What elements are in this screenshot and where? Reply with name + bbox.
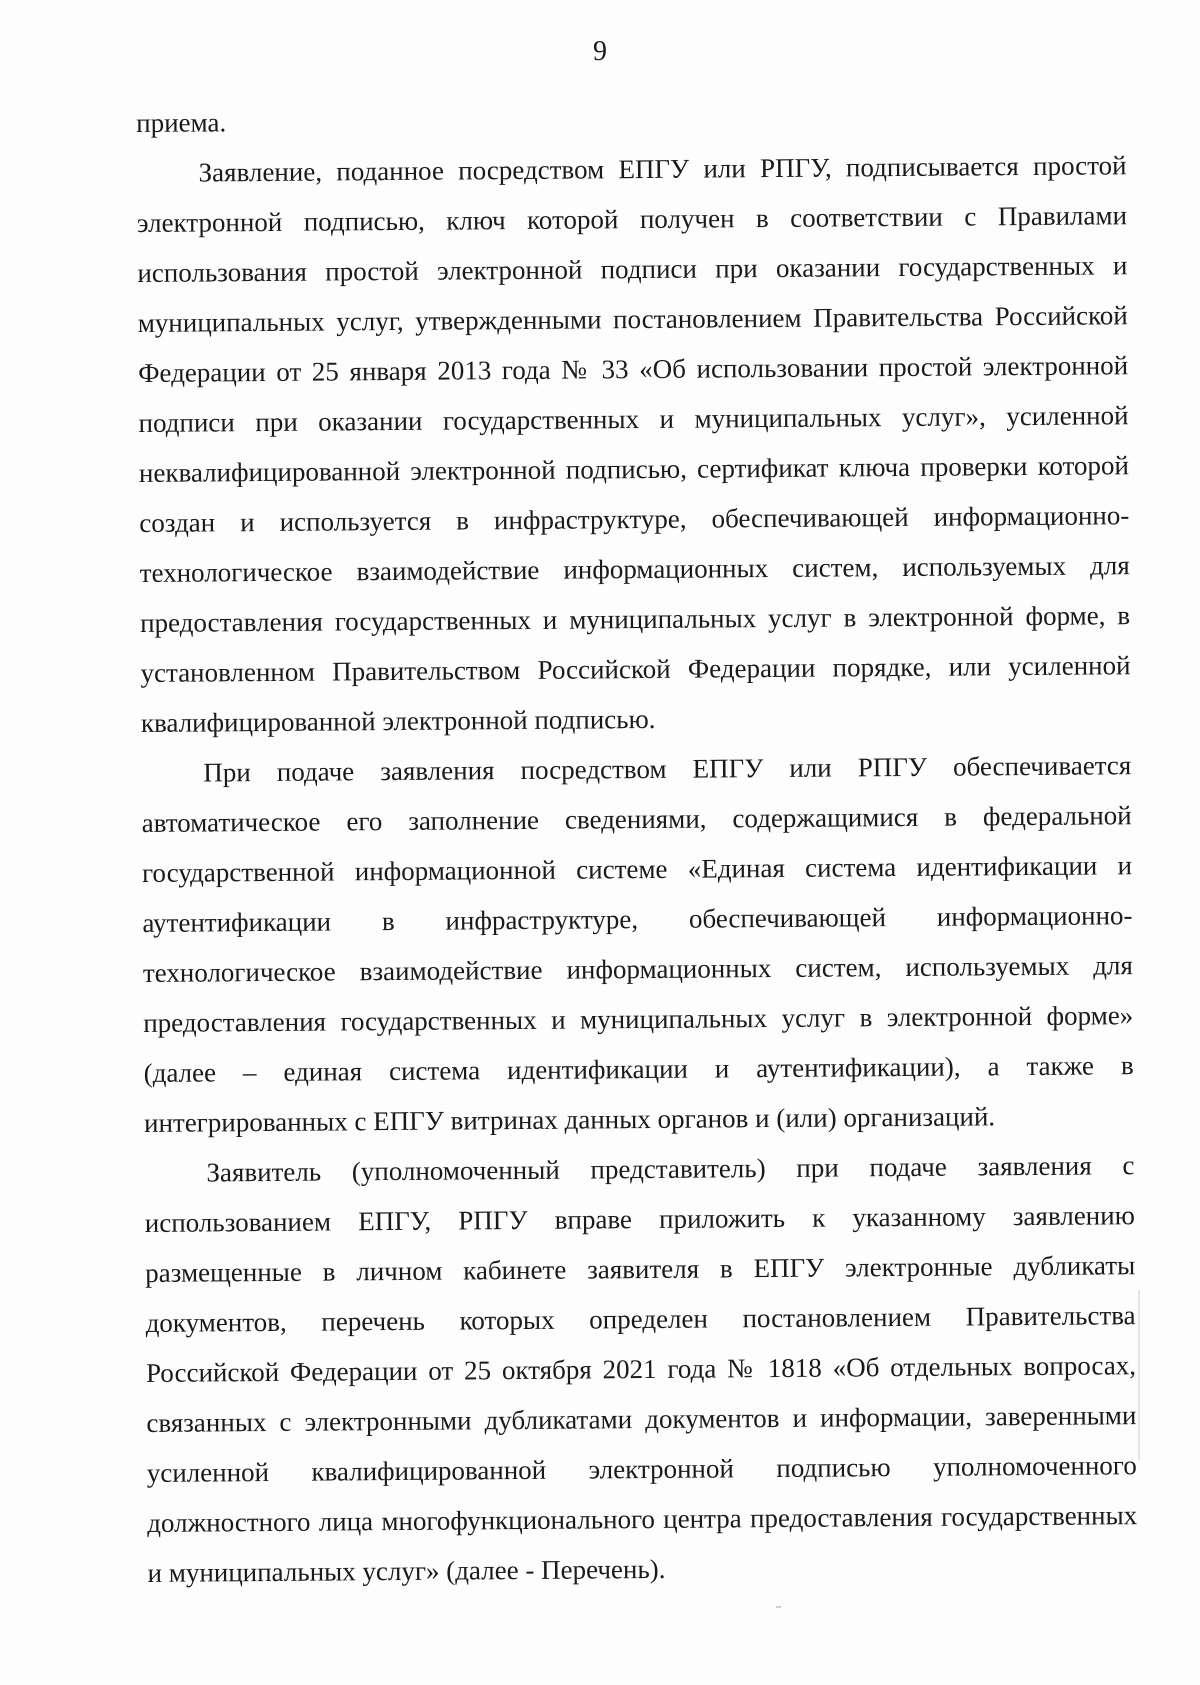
- document-body: [136, 90, 1138, 1598]
- paragraph-continuation: приема.: [136, 107, 227, 138]
- scan-artifact-line: [1138, 1290, 1140, 1460]
- scan-artifact-dot: [776, 1606, 781, 1608]
- paragraph-signature-requirements: Заявление, поданное посредством ЕПГУ или РПГУ, подписывается простой электронной подписью, ключ которой получен в соответствии с Правилами использования простой электронной подписи при оказании государственных и муниципальных услуг, утвержденными постановлением Правительства Российской Федерации от 25 января 2013 года № 33 «Об использовании простой электронной подписи при оказании государственных и муниципальных услуг», усиленной неквалифицированной электронной подписью, сертификат ключа проверки которой создан и используется в инфраструктуре, обеспечивающей информационно-технологическое взаимодействие информационных систем, используемых для предоставления государственных и муниципальных услуг в электронной форме, в установленном Правительством Российской Федерации порядке, или усиленной квалифицированной электронной подписью.: [136, 150, 1131, 738]
- paragraph-autofill: При подаче заявления посредством ЕПГУ или РПГУ обеспечивается автоматическое его заполнение сведениями, содержащимися в федеральной государственной информационной системе «Единая система идентификации и аутентификации в инфраструктуре, обеспечивающей информационно-технологическое взаимодействие информационных систем, используемых для предоставления государственных и муниципальных услуг в электронной форме» (далее – единая система идентификации и аутентификации), а также в интегрированных с ЕПГУ витринах данных органов и (или) организаций.: [141, 750, 1134, 1138]
- page-number: 9: [593, 36, 607, 67]
- paragraph-applicant-attachments: Заявитель (уполномоченный представитель) при подаче заявления с использованием ЕПГУ, РПГУ вправе приложить к указанному заявлению размещенные в личном кабинете заявителя в ЕПГУ электронные дубликаты документов, перечень которых определен постановлением Правительства Российской Федерации от 25 октября 2021 года № 1818 «Об отдельных вопросах, связанных с электронными дубликатами документов и информации, заверенными усиленной квалифицированной электронной подписью уполномоченного должностного лица многофункционального центра предоставления государственных и муниципальных услуг» (далее - Перечень).: [144, 1150, 1138, 1588]
